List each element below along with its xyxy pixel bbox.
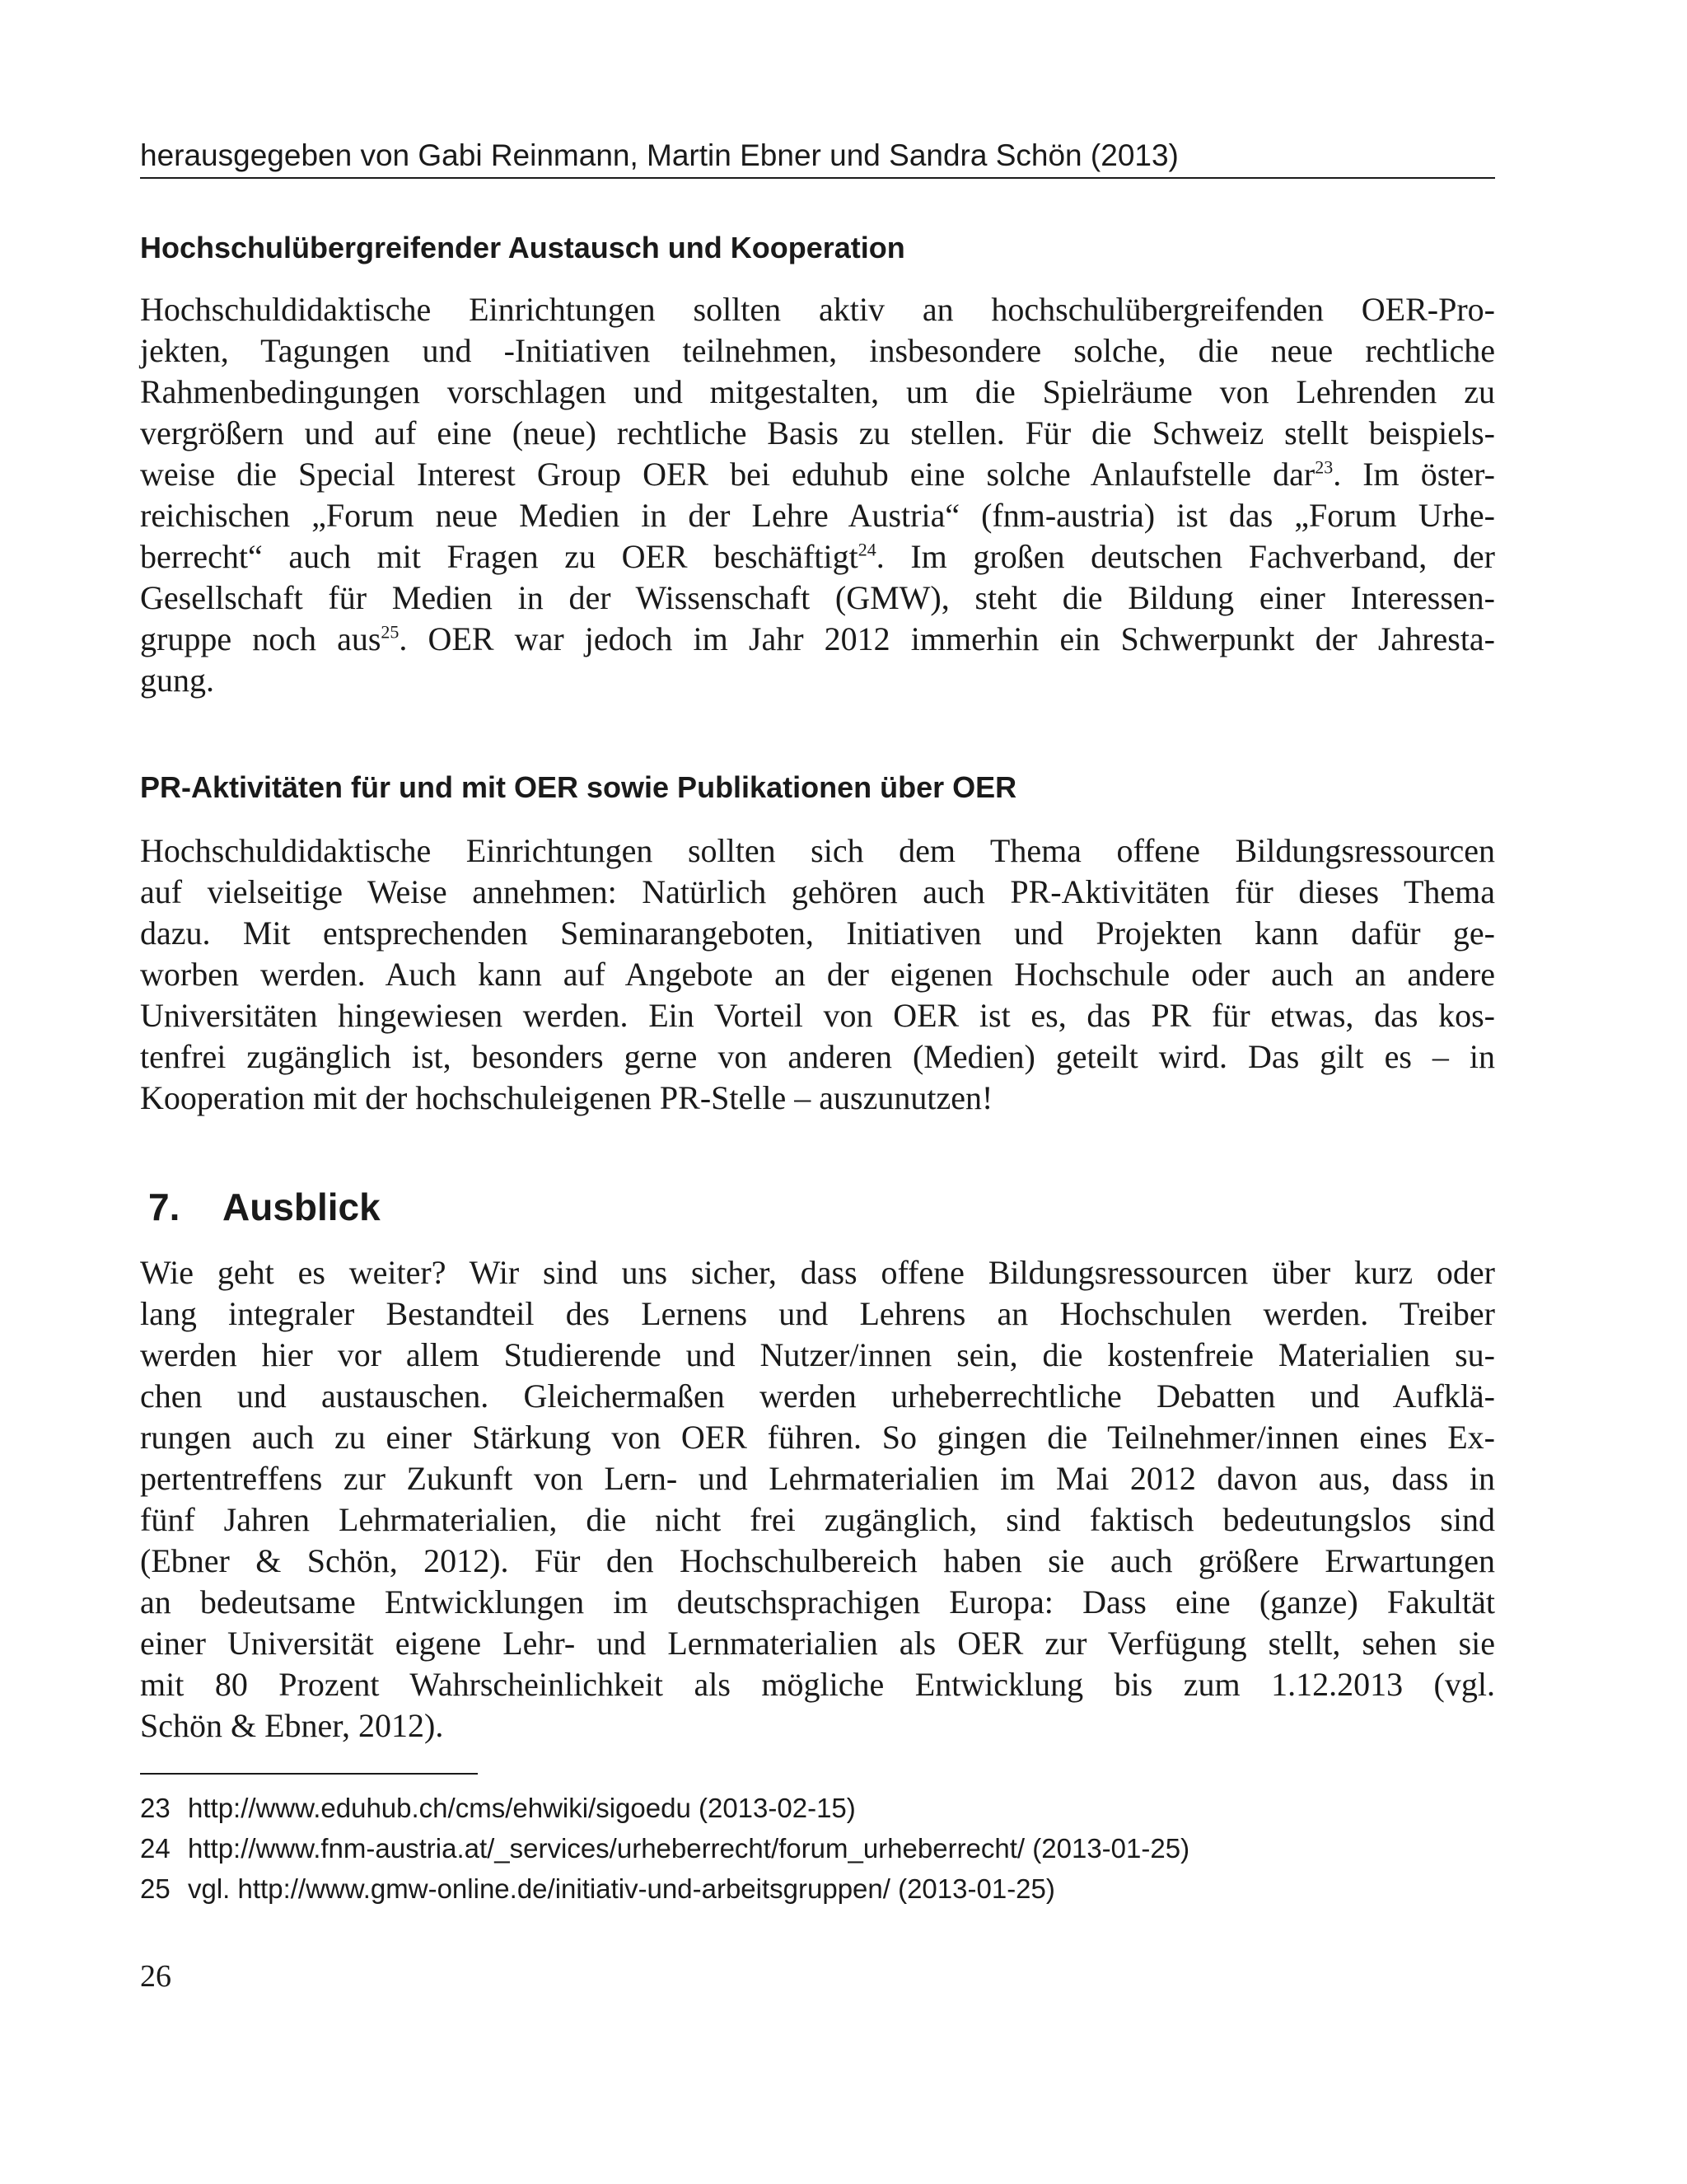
footnote-number: 23 <box>140 1793 171 1823</box>
footnote-ref-24[interactable]: 24 <box>858 539 876 560</box>
subsection-heading-pr: PR-Aktivitäten für und mit OER sowie Publikationen über OER <box>140 770 1017 804</box>
footnote-divider <box>140 1773 478 1775</box>
text-line: an bedeutsame Entwicklungen im deutschsprachigen Europa: Dass eine (ganze) Fakultät <box>140 1583 1495 1620</box>
text-line: reichischen „Forum neue Medien in der Lehre Austria“ (fnm-austria) ist das „Forum Urhe- <box>140 497 1495 534</box>
section-heading-ausblick <box>148 1182 381 1232</box>
footnotes <box>140 1788 1495 1909</box>
footnote-link[interactable]: http://www.fnm-austria.at/_services/urheberrecht/forum_urheberrecht/ (2013-01-25) <box>188 1833 1190 1864</box>
text-line: jekten, Tagungen und -Initiativen teilnehmen, insbesondere solche, die neue rechtliche <box>140 332 1495 369</box>
text-line: mit 80 Prozent Wahrscheinlichkeit als mögliche Entwicklung bis zum 1.12.2013 (vgl. <box>140 1666 1495 1703</box>
text-span: gruppe noch aus <box>140 620 381 657</box>
text-line: Wie geht es weiter? Wir sind uns sicher, dass offene Bildungsressourcen über kurz oder <box>140 1254 1495 1291</box>
paragraph-exchange <box>140 289 1495 701</box>
text-line: (Ebner & Schön, 2012). Für den Hochschulbereich haben sie auch größere Erwartungen <box>140 1542 1495 1579</box>
text-line <box>140 619 1495 660</box>
footnote-number: 24 <box>140 1833 171 1864</box>
text-line: Rahmenbedingungen vorschlagen und mitgestalten, um die Spielräume von Lehrenden zu <box>140 373 1495 410</box>
text-span: . Im großen deutschen Fachverband, der <box>876 538 1496 575</box>
text-span: berrecht“ auch mit Fragen zu OER beschäftigt <box>140 538 858 575</box>
footnote-25 <box>140 1868 1495 1909</box>
text-line: pertentreffens zur Zukunft von Lern- und Lehrmaterialien im Mai 2012 davon aus, dass in <box>140 1460 1495 1497</box>
text-span: . OER war jedoch im Jahr 2012 immerhin ein Schwerpunkt der Jahresta- <box>399 620 1496 657</box>
footnote-link[interactable]: http://www.eduhub.ch/cms/ehwiki/sigoedu (2013-02-15) <box>188 1793 856 1823</box>
text-line: auf vielseitige Weise annehmen: Natürlich gehören auch PR-Aktivitäten für dieses Thema <box>140 873 1495 910</box>
text-line: fünf Jahren Lehrmaterialien, die nicht frei zugänglich, sind faktisch bedeutungslos sind <box>140 1501 1495 1538</box>
text-line: chen und austauschen. Gleichermaßen werden urheberrechtliche Debatten und Aufklä- <box>140 1377 1495 1415</box>
text-line <box>140 454 1495 495</box>
footnote-number: 25 <box>140 1873 171 1904</box>
section-title-text: Ausblick <box>222 1186 381 1228</box>
section-number: 7. <box>148 1186 180 1228</box>
footnote-23 <box>140 1788 1495 1828</box>
text-line: tenfrei zugänglich ist, besonders gerne von anderen (Medien) geteilt wird. Das gilt es – in <box>140 1038 1495 1075</box>
text-line: lang integraler Bestandteil des Lernens und Lehrens an Hochschulen werden. Treiber <box>140 1295 1495 1332</box>
paragraph-pr <box>140 830 1495 1119</box>
page-number: 26 <box>140 1959 171 1994</box>
text-line <box>140 536 1495 578</box>
text-line: gung. <box>140 662 214 699</box>
text-line: Hochschuldidaktische Einrichtungen sollten aktiv an hochschulübergreifenden OER-Pro- <box>140 291 1495 328</box>
text-span: weise die Special Interest Group OER bei eduhub eine solche Anlaufstelle dar <box>140 456 1315 493</box>
paragraph-ausblick <box>140 1252 1495 1747</box>
text-line: einer Universität eigene Lehr- und Lernmaterialien als OER zur Verfügung stellt, sehen sie <box>140 1625 1495 1662</box>
running-header: herausgegeben von Gabi Reinmann, Martin Ebner und Sandra Schön (2013) <box>140 136 1495 179</box>
text-line: rungen auch zu einer Stärkung von OER führen. So gingen die Teilnehmer/innen eines Ex- <box>140 1419 1495 1456</box>
subsection-heading-exchange: Hochschulübergreifender Austausch und Kooperation <box>140 231 905 264</box>
text-line: Hochschuldidaktische Einrichtungen sollten sich dem Thema offene Bildungsressourcen <box>140 832 1495 869</box>
text-line: dazu. Mit entsprechenden Seminarangeboten, Initiativen und Projekten kann dafür ge- <box>140 914 1495 952</box>
text-line: Gesellschaft für Medien in der Wissenschaft (GMW), steht die Bildung einer Interessen- <box>140 579 1495 616</box>
footnote-ref-23[interactable]: 23 <box>1315 456 1334 478</box>
text-line: vergrößern und auf eine (neue) rechtliche Basis zu stellen. Für die Schweiz stellt beispiels- <box>140 414 1495 451</box>
text-line: werden hier vor allem Studierende und Nutzer/innen sein, die kostenfreie Materialien su- <box>140 1336 1495 1373</box>
text-span: . Im öster- <box>1333 456 1495 493</box>
text-line: worben werden. Auch kann auf Angebote an der eigenen Hochschule oder auch an andere <box>140 956 1495 993</box>
footnote-ref-25[interactable]: 25 <box>381 621 400 643</box>
text-line: Schön & Ebner, 2012). <box>140 1707 444 1744</box>
text-line: Universitäten hingewiesen werden. Ein Vorteil von OER ist es, das PR für etwas, das kos- <box>140 997 1495 1034</box>
footnote-link[interactable]: vgl. http://www.gmw-online.de/initiativ-und-arbeitsgruppen/ (2013-01-25) <box>188 1873 1055 1904</box>
text-line: Kooperation mit der hochschuleigenen PR-Stelle – auszunutzen! <box>140 1079 993 1116</box>
footnote-24 <box>140 1828 1495 1868</box>
